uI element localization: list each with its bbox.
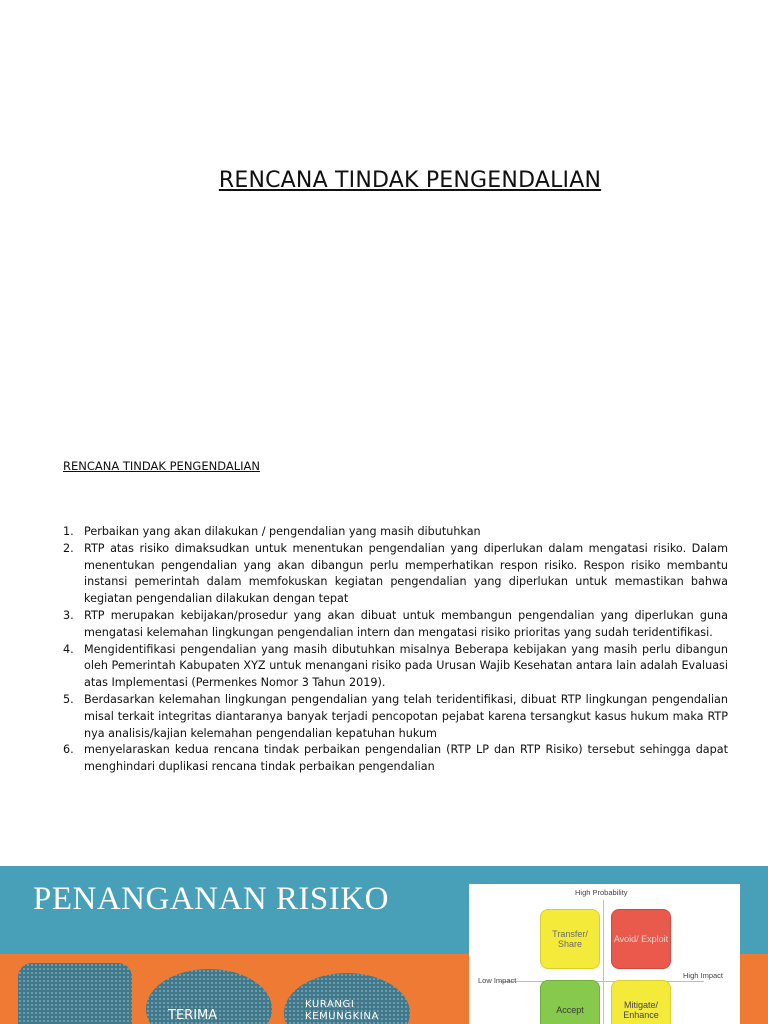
kurangi-label-line1: KURANGI bbox=[305, 999, 355, 1010]
list-number: 2. bbox=[63, 541, 74, 555]
matrix-vertical-axis bbox=[603, 900, 604, 1024]
mitigate-enhance-quadrant: Mitigate/ Enhance bbox=[611, 980, 671, 1024]
list-text: Berdasarkan kelemahan lingkungan pengendalian yang telah teridentifikasi, dibuat RTP lingkungan pengendalian misal terkait integritas diantaranya banyak terjadi pencopotan pejabat karena tersangkut kasus hukum maka RTP nya analisis/kajian kelemahan pengendalian kepatuhan hukum bbox=[84, 692, 728, 740]
avoid-exploit-quadrant: Avoid/ Exploit bbox=[611, 909, 671, 969]
list-text: menyelaraskan kedua rencana tindak perbaikan pengendalian (RTP LP dan RTP Risiko) tersebut sehingga dapat menghindari duplikasi rencana tindak perbaikan pengendalian bbox=[84, 743, 728, 774]
list-item bbox=[63, 541, 728, 608]
matrix-horizontal-axis bbox=[499, 981, 704, 982]
terima-label: TERIMA bbox=[168, 1008, 218, 1023]
list-number: 6. bbox=[63, 743, 74, 757]
kurangi-label-line2: KEMUNGKINA bbox=[305, 1011, 379, 1022]
list-item bbox=[63, 742, 728, 776]
slide-title: PENANGANAN RISIKO bbox=[33, 881, 389, 917]
list-item bbox=[63, 608, 728, 642]
risk-handling-slide bbox=[0, 866, 768, 1024]
kurangi-label bbox=[305, 999, 379, 1023]
list-text: RTP atas risiko dimaksudkan untuk menentukan pengendalian yang diperlukan dalam mengatasi risiko. Dalam menentukan pengendalian yang akan dibangun perlu memperhatikan respon risiko. Respon risiko membantu instansi pemerintah dalam memfokuskan kegiatan pengendalian yang diperlukan untuk memastikan bahwa kegiatan pengendalian dilakukan dengan tepat bbox=[84, 541, 728, 606]
list-text: RTP merupakan kebijakan/prosedur yang akan dibuat untuk membangun pengendalian yang diperlukan guna mengatasi kelemahan lingkungan pengendalian intern dan mengatasi risiko prioritas yang sudah teridentifikasi. bbox=[84, 608, 728, 639]
risk-matrix bbox=[469, 884, 740, 1024]
list-item bbox=[63, 692, 728, 742]
list-number: 5. bbox=[63, 692, 74, 706]
list-number: 3. bbox=[63, 608, 74, 622]
list-number: 1. bbox=[63, 525, 74, 538]
page-title: RENCANA TINDAK PENGENDALIAN bbox=[218, 168, 602, 193]
accept-quadrant: Accept bbox=[540, 980, 600, 1024]
low-impact-label: Low Impact bbox=[478, 976, 517, 985]
list-text: Mengidentifikasi pengendalian yang masih dibutuhkan misalnya Beberapa kebijakan yang masih perlu dibangun oleh Pemerintah Kabupaten XYZ untuk menangani risiko pada Urusan Wajib Kesehatan antara lain adalah Evaluasi atas Implementasi (Permenkes Nomor 3 Tahun 2019). bbox=[84, 642, 728, 690]
numbered-list bbox=[63, 524, 728, 776]
high-impact-label: High Impact bbox=[683, 971, 724, 980]
transfer-share-quadrant: Transfer/ Share bbox=[540, 909, 600, 969]
section-heading: RENCANA TINDAK PENGENDALIAN bbox=[63, 459, 260, 473]
list-item bbox=[63, 642, 728, 692]
list-text: Perbaikan yang akan dilakukan / pengendalian yang masih dibutuhkan bbox=[84, 525, 481, 538]
dotted-shape-left bbox=[18, 963, 132, 1024]
list-item bbox=[63, 524, 728, 541]
list-number: 4. bbox=[63, 642, 74, 656]
high-probability-label: High Probability bbox=[575, 888, 628, 897]
